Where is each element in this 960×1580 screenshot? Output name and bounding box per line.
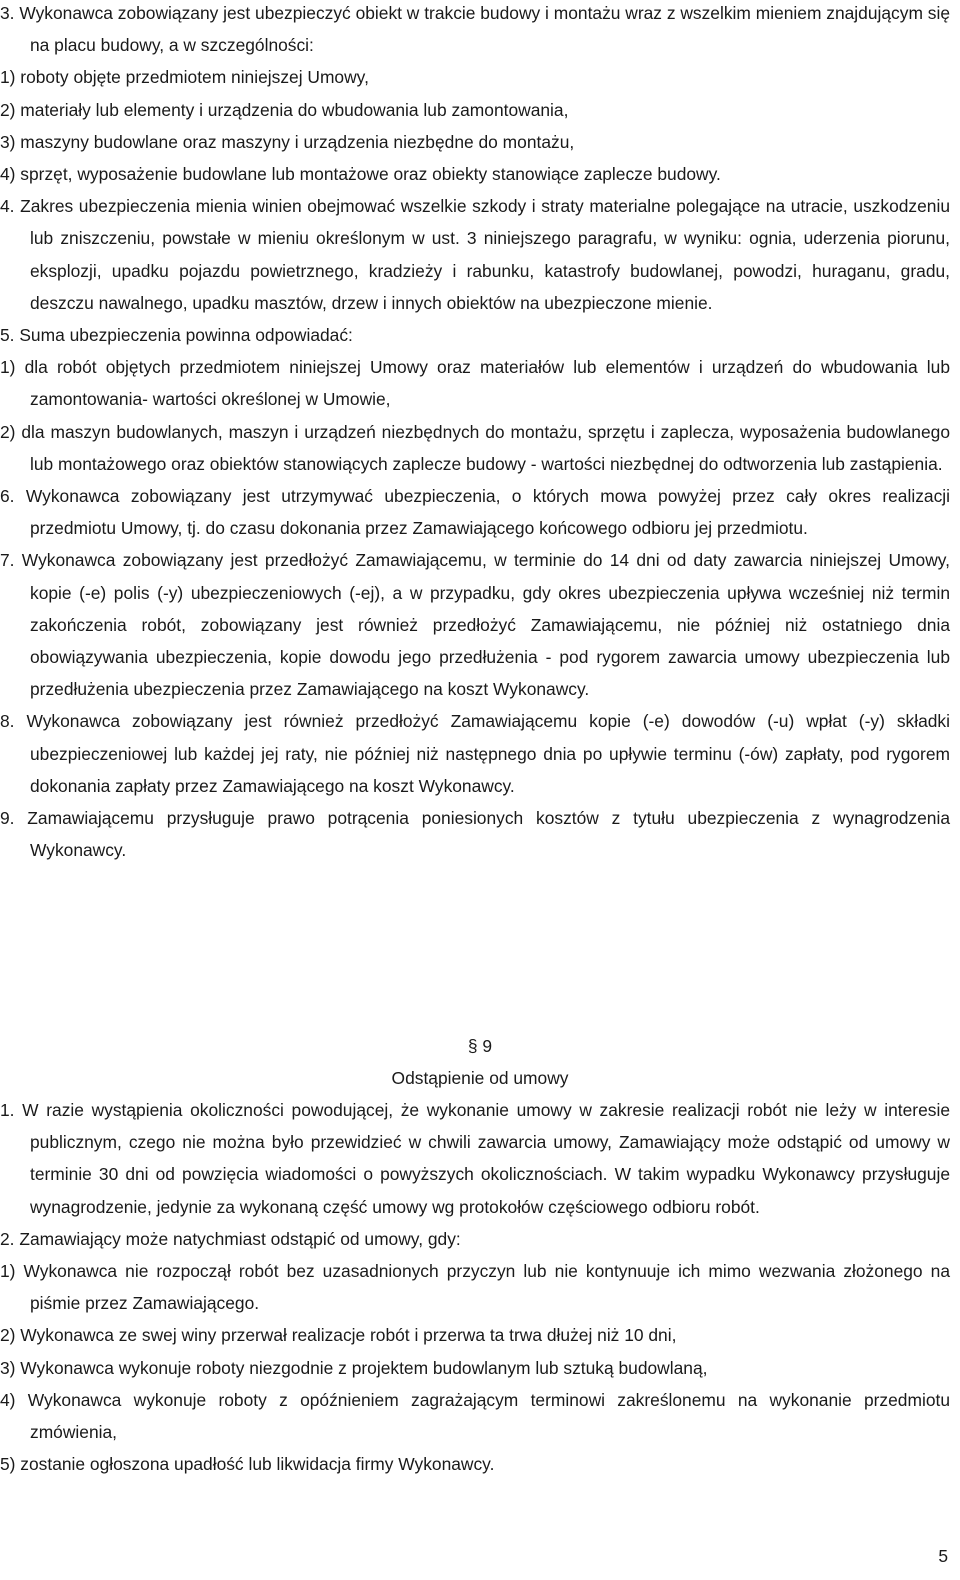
- paragraph-9: 9. Zamawiającemu przysługuje prawo potrącenia poniesionych kosztów z tytułu ubezpieczenia z wynagrodzenia Wykonawcy.: [0, 808, 950, 861]
- paragraph-5: 5. Suma ubezpieczenia powinna odpowiadać:: [0, 325, 353, 346]
- section-9-list-item-2: 2) Wykonawca ze swej winy przerwał realizacje robót i przerwa ta trwa dłużej niż 10 dni,: [0, 1325, 677, 1346]
- list-item-3-1: 1) roboty objęte przedmiotem niniejszej Umowy,: [0, 67, 369, 88]
- section-9-list-item-3: 3) Wykonawca wykonuje roboty niezgodnie z projektem budowlanym lub sztuką budowlaną,: [0, 1357, 708, 1378]
- section-9-paragraph-2: 2. Zamawiający może natychmiast odstąpić od umowy, gdy:: [0, 1228, 461, 1249]
- section-9-list-item-5: 5) zostanie ogłoszona upadłość lub likwidacja firmy Wykonawcy.: [0, 1454, 495, 1475]
- page-number: 5: [938, 1546, 948, 1566]
- paragraph-3: 3. Wykonawca zobowiązany jest ubezpieczyć obiekt w trakcie budowy i montażu wraz z wszelkim mieniem znajdującym się na placu budowy, a w szczególności:: [0, 3, 950, 56]
- list-item-3-2: 2) materiały lub elementy i urządzenia do wbudowania lub zamontowania,: [0, 99, 569, 120]
- paragraph-7: 7. Wykonawca zobowiązany jest przedłożyć Zamawiającemu, w terminie do 14 dni od daty zawarcia niniejszej Umowy, kopie (-e) polis (-y) ubezpieczeniowych (-ej), a w przypadku, gdy okres ubezpieczenia upływa wcześniej niż termin zakończenia robót, zobowiązany jest również przedłożyć Zamawiającemu, nie później niż ostatniego dnia obowiązywania ubezpieczenia, kopie dowodu jego przedłużenia - pod rygorem zawarcia umowy ubezpieczenia lub przedłużenia ubezpieczenia przez Zamawiającego na koszt Wykonawcy.: [0, 550, 950, 700]
- list-item-3-4: 4) sprzęt, wyposażenie budowlane lub montażowe oraz obiekty stanowiące zaplecze budowy.: [0, 164, 721, 185]
- section-9-body: [0, 1094, 960, 1480]
- list-item-3-3: 3) maszyny budowlane oraz maszyny i urządzenia niezbędne do montażu,: [0, 131, 575, 152]
- paragraph-4: 4. Zakres ubezpieczenia mienia winien obejmować wszelkie szkody i straty materialne polegające na utracie, uszkodzeniu lub zniszczeniu, powstałe w mieniu określonym w ust. 3 niniejszego paragrafu, w wyniku: ognia, uderzenia piorunu, eksplozji, upadku pojazdu powietrznego, kradzieży i rabunku, katastrofy budowlanej, powodzi, huraganu, gradu, deszczu nawalnego, upadku masztów, drzew i innych obiektów na ubezpieczone mienie.: [0, 196, 950, 313]
- paragraph-6: 6. Wykonawca zobowiązany jest utrzymywać ubezpieczenia, o których mowa powyżej przez cały okres realizacji przedmiotu Umowy, tj. do czasu dokonania przez Zamawiającego końcowego odbioru jej przedmiotu.: [0, 486, 950, 539]
- section-9-list-item-1: 1) Wykonawca nie rozpoczął robót bez uzasadnionych przyczyn lub nie kontynuuje ich mimo wezwania złożonego na piśmie przez Zamawiającego.: [0, 1261, 950, 1314]
- section-9-paragraph-1: 1. W razie wystąpienia okoliczności powodującej, że wykonanie umowy w zakresie realizacji robót nie leży w interesie publicznym, czego nie można było przewidzieć w chwili zawarcia umowy, Zamawiający może odstąpić od umowy w terminie 30 dni od powzięcia wiadomości o powyższych okolicznościach. W takim wypadku Wykonawcy przysługuje wynagrodzenie, jedynie za wykonaną część umowy wg protokołów częściowego odbioru robót.: [0, 1100, 950, 1217]
- list-item-5-1: 1) dla robót objętych przedmiotem niniejszej Umowy oraz materiałów lub elementów i urządzeń do wbudowania lub zamontowania- wartości określonej w Umowie,: [0, 357, 950, 410]
- list-item-5-2: 2) dla maszyn budowlanych, maszyn i urządzeń niezbędnych do montażu, sprzętu i zaplecza, wyposażenia budowlanego lub montażowego oraz obiektów stanowiących zaplecze budowy - wartości niezbędnej do odtworzenia lub zastąpienia.: [0, 421, 950, 474]
- section-title: Odstąpienie od umowy: [391, 1068, 569, 1088]
- paragraph-8: 8. Wykonawca zobowiązany jest również przedłożyć Zamawiającemu kopie (-e) dowodów (-u) wpłat (-y) składki ubezpieczeniowej lub każdej jej raty, nie później niż następnego dnia po upływie terminu (-ów) zapłaty, pod rygorem dokonania zapłaty przez Zamawiającego na koszt Wykonawcy.: [0, 711, 950, 796]
- section-9-list-item-4: 4) Wykonawca wykonuje roboty z opóźnieniem zagrażającym terminowi zakreślonemu na wykonanie przedmiotu zmówienia,: [0, 1389, 950, 1443]
- section-mark: § 9: [467, 1036, 493, 1056]
